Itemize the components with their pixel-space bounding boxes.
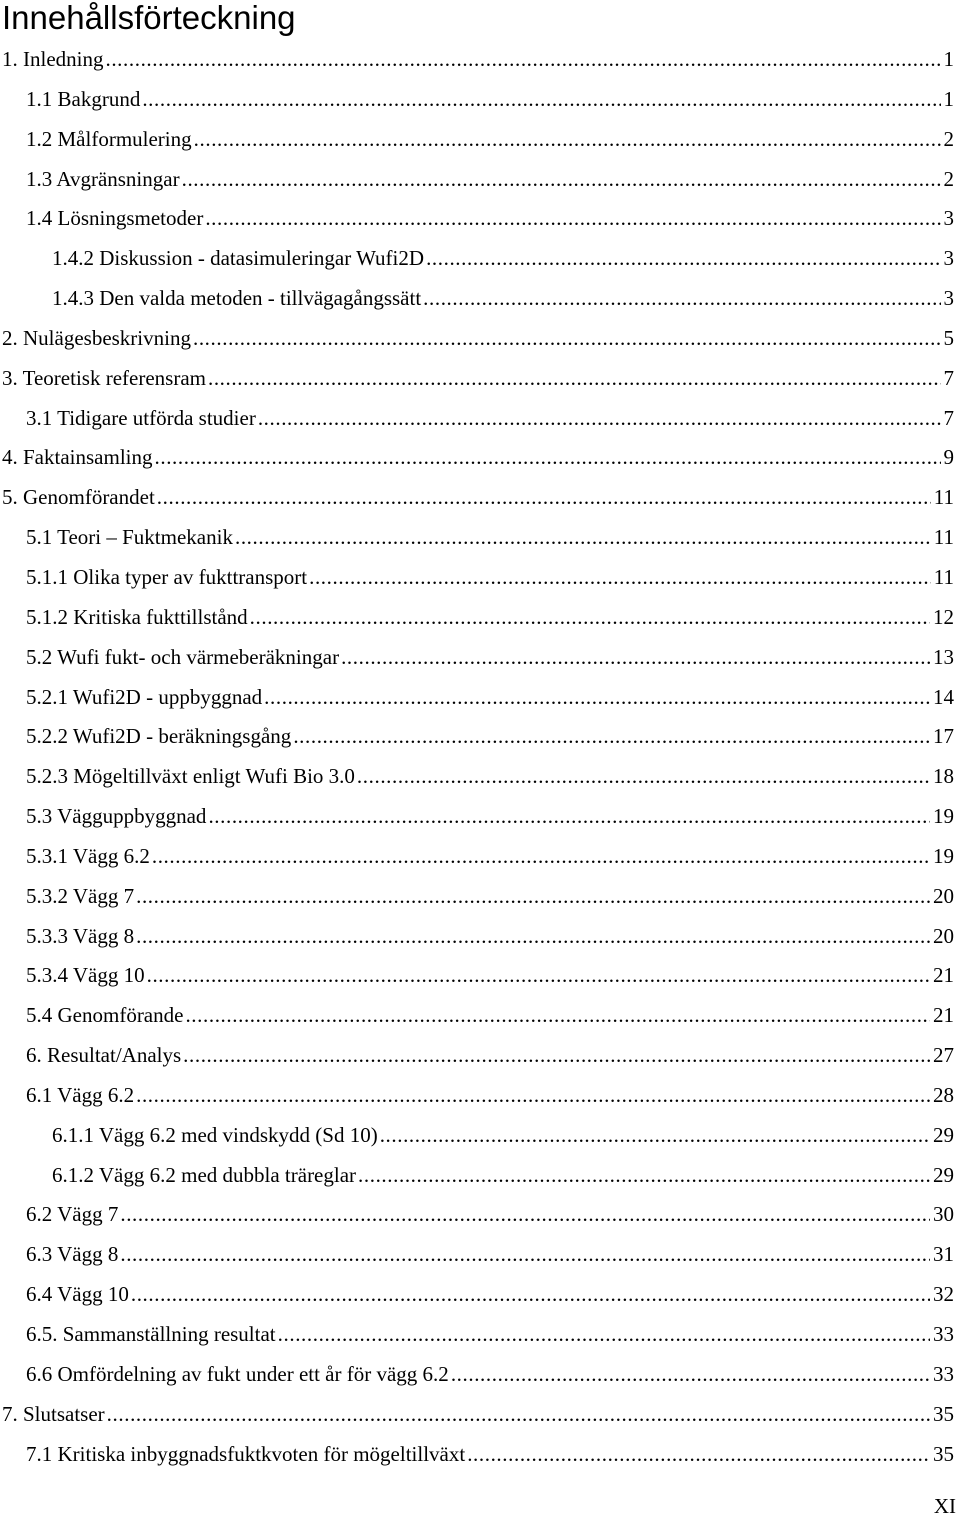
toc-entry[interactable]	[0, 1195, 960, 1235]
toc-entry-page: 14	[933, 684, 954, 709]
toc-entry[interactable]	[0, 1315, 960, 1355]
toc-entry-text: 1.2 Målformulering	[26, 126, 192, 151]
toc-entry-text: 5.2 Wufi fukt- och värmeberäkningar	[26, 644, 340, 669]
toc-entry-page: 31	[933, 1242, 954, 1267]
toc-entry-text: 5.3.3 Vägg 8	[26, 923, 135, 948]
toc-entry[interactable]	[0, 1395, 960, 1435]
toc-entry-text: 5.4 Genomförande	[26, 1003, 184, 1028]
dot-leader	[193, 319, 941, 359]
dot-leader	[131, 1275, 930, 1315]
toc-entry-text: 1.4.3 Den valda metoden - tillvägagångssätt	[52, 286, 422, 311]
toc-entry[interactable]	[0, 1435, 960, 1475]
toc-entry-text: 1.3 Avgränsningar	[26, 166, 180, 191]
toc-entry-page: 11	[933, 525, 954, 550]
toc-entry-text: 5.1.2 Kritiska fukttillstånd	[26, 604, 248, 629]
toc-entry-text: 5.3.1 Vägg 6.2	[26, 843, 150, 868]
dot-leader	[107, 1395, 930, 1435]
dot-leader	[451, 1355, 930, 1395]
toc-entry-text: 5.2.3 Mögeltillväxt enligt Wufi Bio 3.0	[26, 764, 355, 789]
dot-leader	[136, 877, 930, 917]
toc-entry-text: 6.5. Sammanställning resultat	[26, 1322, 276, 1346]
toc-entry[interactable]	[0, 438, 960, 478]
dot-leader	[250, 598, 930, 638]
toc-entry[interactable]	[0, 478, 960, 518]
toc-entry[interactable]	[0, 160, 960, 200]
toc-entry[interactable]	[0, 1156, 960, 1196]
toc-entry-text: 3. Teoretisk referensram	[2, 365, 206, 390]
toc-entry[interactable]	[0, 120, 960, 160]
toc-entry-page: 2	[943, 166, 954, 191]
toc-entry-page: 28	[933, 1082, 954, 1107]
toc-entry-text: 5.3.4 Vägg 10	[26, 963, 145, 988]
toc-entry[interactable]	[0, 1235, 960, 1275]
dot-leader	[183, 1036, 930, 1076]
toc-entry-text: 5.1 Teori – Fuktmekanik	[26, 525, 233, 550]
toc-entry-page: 17	[933, 724, 954, 749]
toc-entry-page: 13	[933, 644, 954, 669]
toc-entry-page: 33	[933, 1361, 954, 1386]
toc-entry[interactable]	[0, 558, 960, 598]
dot-leader	[136, 1076, 930, 1116]
toc-entry-page: 27	[933, 1043, 954, 1068]
toc-entry-text: 1. Inledning	[2, 47, 104, 71]
toc-entry-page: 9	[943, 445, 954, 470]
dot-leader	[105, 40, 940, 80]
toc-entry[interactable]	[0, 239, 960, 279]
dot-leader	[235, 518, 931, 558]
toc-entry-page: 7	[943, 365, 954, 390]
toc-entry[interactable]	[0, 877, 960, 917]
toc-entry-text: 2. Nulägesbeskrivning	[2, 325, 191, 350]
toc-entry-text: 4. Faktainsamling	[2, 445, 153, 470]
dot-leader	[142, 80, 940, 120]
dot-leader	[309, 558, 931, 598]
toc-entry-page: 1	[943, 47, 954, 71]
toc-entry[interactable]	[0, 797, 960, 837]
toc-title: Innehållsförteckning	[2, 0, 296, 36]
dot-leader	[341, 638, 930, 678]
toc-entry-text: 6.1.1 Vägg 6.2 med vindskydd (Sd 10)	[52, 1122, 378, 1147]
dot-leader	[278, 1315, 930, 1355]
toc-entry[interactable]	[0, 1275, 960, 1315]
toc-entry-page: 30	[933, 1202, 954, 1227]
dot-leader	[293, 717, 930, 757]
toc-entry[interactable]	[0, 279, 960, 319]
toc-entry-text: 3.1 Tidigare utförda studier	[26, 405, 256, 430]
toc-entry-text: 6. Resultat/Analys	[26, 1043, 182, 1068]
toc-entry-page: 11	[933, 564, 954, 589]
toc-entry-page: 11	[933, 485, 954, 510]
dot-leader	[423, 279, 940, 319]
toc-entry-text: 5.2.2 Wufi2D - beräkningsgång	[26, 724, 292, 749]
toc-entry-page: 35	[933, 1401, 954, 1426]
toc-entry[interactable]	[0, 359, 960, 399]
toc-entry[interactable]	[0, 399, 960, 439]
dot-leader	[358, 1156, 930, 1196]
page-number: XI	[933, 1494, 956, 1518]
toc-entry[interactable]	[0, 678, 960, 718]
toc-entry[interactable]	[0, 956, 960, 996]
table-of-contents	[0, 40, 960, 1474]
toc-entry[interactable]	[0, 717, 960, 757]
toc-entry-page: 12	[933, 604, 954, 629]
toc-entry-page: 19	[933, 843, 954, 868]
toc-entry-text: 6.1 Vägg 6.2	[26, 1082, 135, 1107]
toc-entry[interactable]	[0, 1355, 960, 1395]
toc-entry[interactable]	[0, 199, 960, 239]
dot-leader	[182, 160, 941, 200]
toc-entry-page: 3	[943, 206, 954, 231]
toc-entry[interactable]	[0, 319, 960, 359]
dot-leader	[120, 1235, 930, 1275]
toc-entry-text: 1.4.2 Diskussion - datasimuleringar Wufi2D	[52, 246, 425, 271]
dot-leader	[357, 757, 930, 797]
toc-entry-page: 19	[933, 804, 954, 829]
toc-entry-page: 21	[933, 1003, 954, 1028]
toc-entry[interactable]	[0, 638, 960, 678]
toc-entry[interactable]	[0, 518, 960, 558]
toc-entry[interactable]	[0, 757, 960, 797]
toc-entry-page: 5	[943, 325, 954, 350]
dot-leader	[380, 1116, 930, 1156]
toc-entry[interactable]	[0, 837, 960, 877]
dot-leader	[194, 120, 941, 160]
toc-entry-text: 1.4 Lösningsmetoder	[26, 206, 204, 231]
toc-entry-page: 21	[933, 963, 954, 988]
toc-entry-page: 29	[933, 1122, 954, 1147]
dot-leader	[208, 359, 941, 399]
toc-entry-text: 5.2.1 Wufi2D - uppbyggnad	[26, 684, 263, 709]
toc-entry-text: 1.1 Bakgrund	[26, 86, 141, 111]
toc-entry-text: 7. Slutsatser	[2, 1401, 105, 1426]
toc-entry-page: 3	[943, 286, 954, 311]
toc-entry-page: 3	[943, 246, 954, 271]
toc-entry-text: 6.1.2 Vägg 6.2 med dubbla träreglar	[52, 1162, 357, 1187]
dot-leader	[152, 837, 930, 877]
toc-entry-text: 6.3 Vägg 8	[26, 1242, 119, 1267]
toc-entry-text: 6.2 Vägg 7	[26, 1202, 119, 1227]
toc-entry-text: 6.4 Vägg 10	[26, 1282, 129, 1307]
dot-leader	[147, 956, 930, 996]
dot-leader	[120, 1195, 930, 1235]
dot-leader	[426, 239, 940, 279]
dot-leader	[264, 678, 930, 718]
toc-entry-page: 35	[933, 1441, 954, 1466]
dot-leader	[208, 797, 930, 837]
dot-leader	[467, 1435, 930, 1475]
toc-entry-page: 32	[933, 1282, 954, 1307]
toc-entry-text: 5.3 Vägguppbyggnad	[26, 804, 207, 829]
toc-entry-page: 29	[933, 1162, 954, 1187]
toc-entry-page: 1	[943, 86, 954, 111]
toc-entry[interactable]	[0, 598, 960, 638]
dot-leader	[136, 917, 930, 957]
toc-entry[interactable]	[0, 1116, 960, 1156]
dot-leader	[258, 399, 941, 439]
toc-entry[interactable]	[0, 80, 960, 120]
toc-entry-text: 6.6 Omfördelning av fukt under ett år för vägg 6.2	[26, 1361, 449, 1386]
toc-entry[interactable]	[0, 1036, 960, 1076]
toc-entry-page: 20	[933, 883, 954, 908]
dot-leader	[155, 438, 941, 478]
toc-entry-page: 18	[933, 764, 954, 789]
toc-entry[interactable]	[0, 40, 960, 80]
toc-entry-page: 33	[933, 1322, 954, 1346]
toc-entry-text: 5. Genomförandet	[2, 485, 155, 510]
dot-leader	[185, 996, 930, 1036]
toc-entry-text: 7.1 Kritiska inbyggnadsfuktkvoten för mögeltillväxt	[26, 1441, 466, 1466]
toc-entry[interactable]	[0, 917, 960, 957]
toc-entry[interactable]	[0, 1076, 960, 1116]
toc-entry-text: 5.1.1 Olika typer av fukttransport	[26, 564, 308, 589]
toc-entry-page: 20	[933, 923, 954, 948]
toc-entry-text: 5.3.2 Vägg 7	[26, 883, 135, 908]
dot-leader	[157, 478, 931, 518]
dot-leader	[205, 199, 940, 239]
toc-entry-page: 2	[943, 126, 954, 151]
toc-entry[interactable]	[0, 996, 960, 1036]
toc-entry-page: 7	[943, 405, 954, 430]
